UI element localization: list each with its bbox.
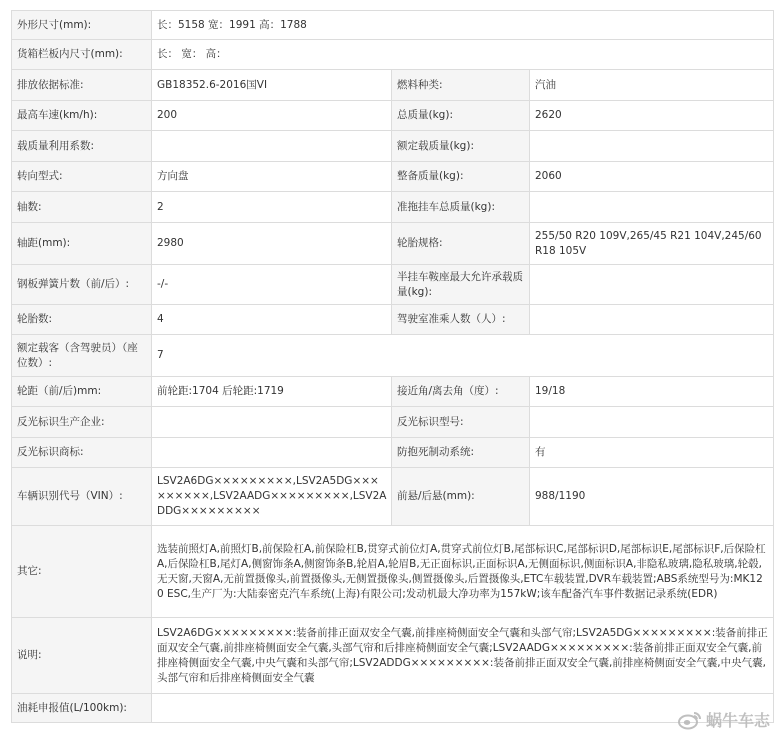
notes-label: 说明: <box>12 618 152 694</box>
trailer-value <box>530 192 774 223</box>
total-mass-value: 2620 <box>530 101 774 131</box>
angle-label: 接近角/离去角（度）: <box>392 377 530 407</box>
table-row <box>12 335 774 377</box>
trailer-label: 准拖挂车总质量(kg): <box>392 192 530 223</box>
axles-value: 2 <box>152 192 392 223</box>
vehicle-spec-table <box>11 10 774 723</box>
dims-label: 外形尺寸(mm): <box>12 11 152 40</box>
other-value: 选装前照灯A,前照灯B,前保险杠A,前保险杠B,贯穿式前位灯A,贯穿式前位灯B,尾部标识C,尾部标识D,尾部标识E,尾部标识F,后保险杠A,后保险杠B,尾灯A,侧窗饰条A,侧窗饰条B,轮眉A,轮眉B,无正面标识,正面标识A,无侧面标识,侧面标识A,非隐私玻璃,隐私玻璃,轮毂,无天窗,天窗A,无前置摄像头,前置摄像头,无侧置摄像头,侧置摄像头,后置摄像头,ETC车载装置,DVR车载装置;ABS系统型号为:MK120 ESC,生产厂为:大陆泰密克汽车系统(上海)有限公司;发动机最大净功率为157kW;该车配备汽车事件数据记录系统(EDR) <box>152 526 774 618</box>
emission-label: 排放依据标准: <box>12 70 152 101</box>
dims-value: 长：5158 宽：1991 高：1788 <box>152 11 774 40</box>
curb-label: 整备质量(kg): <box>392 162 530 192</box>
table-row <box>12 377 774 407</box>
table-row <box>12 438 774 468</box>
table-row <box>12 407 774 438</box>
overhang-value: 988/1190 <box>530 468 774 526</box>
notes-value: LSV2A6DG×××××××××:装备前排正面双安全气囊,前排座椅侧面安全气囊和头部气帘;LSV2A5DG×××××××××:装备前排正面双安全气囊,前排座椅侧面安全气囊,头部气帘和后排座椅侧面安全气囊;LSV2AADG×××××××××:装备前排正面双安全气囊,前排座椅侧面安全气囊,中央气囊和头部气帘;LSV2ADDG×××××××××:装备前排正面双安全气囊,前排座椅侧面安全气囊,中央气囊,头部气帘和后排座椅侧面安全气囊 <box>152 618 774 694</box>
reflector-brand-value <box>152 438 392 468</box>
tire-spec-value: 255/50 R20 109V,265/45 R21 104V,245/60 R18 105V <box>530 223 774 265</box>
reflector-model-label: 反光标识型号: <box>392 407 530 438</box>
emission-value: GB18352.6-2016国VI <box>152 70 392 101</box>
table-row <box>12 70 774 101</box>
passengers-label: 额定载客（含驾驶员）（座位数）: <box>12 335 152 377</box>
table-row <box>12 526 774 618</box>
fuel-label: 燃料种类: <box>392 70 530 101</box>
table-row <box>12 468 774 526</box>
watermark-text: 蜗牛车志 <box>705 711 770 730</box>
rated-load-value <box>530 131 774 162</box>
fuel-value: 汽油 <box>530 70 774 101</box>
reflector-model-value <box>530 407 774 438</box>
fifth-wheel-value <box>530 265 774 305</box>
overhang-label: 前悬/后悬(mm): <box>392 468 530 526</box>
rated-load-label: 额定载质量(kg): <box>392 131 530 162</box>
table-row <box>12 40 774 70</box>
table-row <box>12 11 774 40</box>
table-row <box>12 101 774 131</box>
weibo-logo-icon <box>678 710 702 730</box>
spring-value: -/- <box>152 265 392 305</box>
passengers-value: 7 <box>152 335 774 377</box>
cargo-label: 货箱栏板内尺寸(mm): <box>12 40 152 70</box>
load-util-value <box>152 131 392 162</box>
table-row <box>12 618 774 694</box>
reflector-maker-value <box>152 407 392 438</box>
fuel-cons-label: 油耗申报值(L/100km): <box>12 694 152 723</box>
steering-value: 方向盘 <box>152 162 392 192</box>
cargo-value: 长： 宽： 高： <box>152 40 774 70</box>
wheelbase-label: 轴距(mm): <box>12 223 152 265</box>
table-row <box>12 223 774 265</box>
watermark <box>678 708 770 731</box>
curb-value: 2060 <box>530 162 774 192</box>
track-label: 轮距（前/后)mm: <box>12 377 152 407</box>
speed-value: 200 <box>152 101 392 131</box>
table-row <box>12 265 774 305</box>
table-row <box>12 162 774 192</box>
steering-label: 转向型式: <box>12 162 152 192</box>
table-row <box>12 192 774 223</box>
reflector-maker-label: 反光标识生产企业: <box>12 407 152 438</box>
tire-spec-label: 轮胎规格: <box>392 223 530 265</box>
table-row <box>12 694 774 723</box>
abs-value: 有 <box>530 438 774 468</box>
cab-label: 驾驶室准乘人数（人）: <box>392 305 530 335</box>
vin-value: LSV2A6DG×××××××××,LSV2A5DG×××××××××,LSV2AADG×××××××××,LSV2ADDG××××××××× <box>152 468 392 526</box>
cab-value <box>530 305 774 335</box>
track-value: 前轮距:1704 后轮距:1719 <box>152 377 392 407</box>
fifth-wheel-label: 半挂车鞍座最大允许承载质量(kg): <box>392 265 530 305</box>
tires-label: 轮胎数: <box>12 305 152 335</box>
load-util-label: 载质量利用系数: <box>12 131 152 162</box>
tires-value: 4 <box>152 305 392 335</box>
vin-label: 车辆识别代号（VIN）: <box>12 468 152 526</box>
abs-label: 防抱死制动系统: <box>392 438 530 468</box>
table-row <box>12 305 774 335</box>
wheelbase-value: 2980 <box>152 223 392 265</box>
total-mass-label: 总质量(kg): <box>392 101 530 131</box>
speed-label: 最高车速(km/h): <box>12 101 152 131</box>
table-row <box>12 131 774 162</box>
spring-label: 钢板弹簧片数（前/后）: <box>12 265 152 305</box>
other-label: 其它: <box>12 526 152 618</box>
reflector-brand-label: 反光标识商标: <box>12 438 152 468</box>
angle-value: 19/18 <box>530 377 774 407</box>
axles-label: 轴数: <box>12 192 152 223</box>
